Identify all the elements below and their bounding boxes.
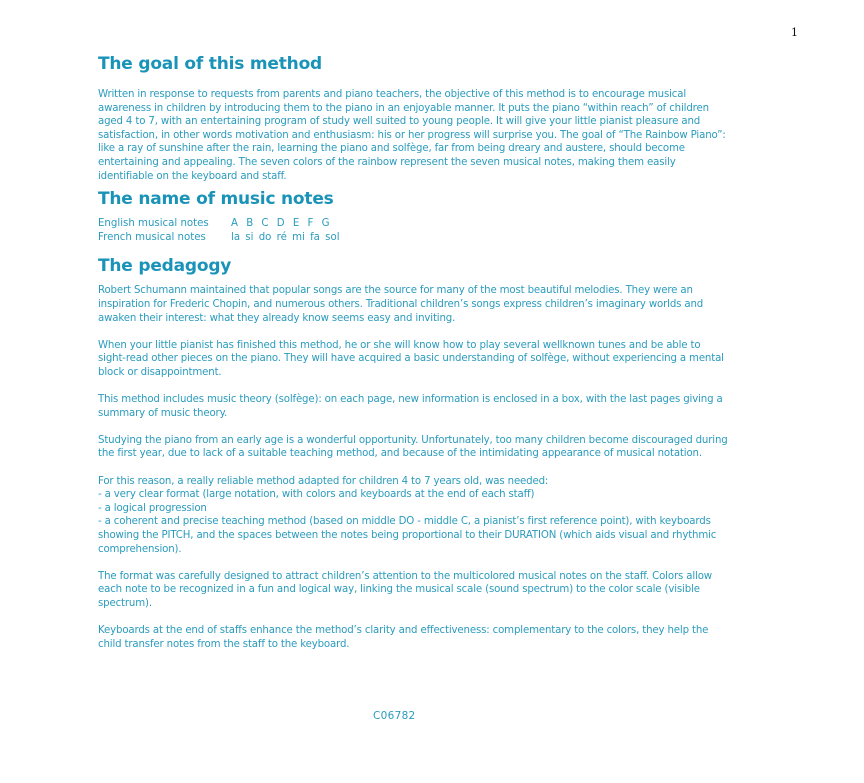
- french-notes-row: [98, 231, 728, 245]
- requirements-item: - a coherent and precise teaching method (based on middle DO - middle C, a pianist’s first reference point), with keyboards showing the PITCH, and the spaces between the notes being proportional to their DURATION (which aids visual and rhythmic comprehension).: [98, 516, 717, 555]
- french-notes-label: French musical notes: [98, 231, 206, 243]
- english-notes-label: English musical notes: [98, 218, 209, 230]
- pedagogy-paragraph: When your little pianist has finished this method, he or she will know how to play several wellknown tunes and be able to sight-read other pieces on the piano. They will have acquired a basic understanding of solfège, without experiencing a mental block or disappointment.: [98, 339, 724, 378]
- pedagogy-paragraph: This method includes music theory (solfège): on each page, new information is enclosed in a box, with the last pages giving a summary of music theory.: [98, 394, 723, 419]
- requirements-intro: For this reason, a really reliable method adapted for children 4 to 7 years old, was needed:: [98, 475, 549, 487]
- section-title-note-names: The name of music notes: [98, 189, 334, 210]
- pedagogy-paragraph: Robert Schumann maintained that popular songs are the source for many of the most beautiful melodies. They were an inspiration for Frederic Chopin, and numerous others. Traditional children’s songs express children’s imaginary worlds and awaken their interest: what they already know seems easy and inviting.: [98, 285, 704, 324]
- requirements-list: [98, 475, 728, 557]
- requirements-item: - a very clear format (large notation, with colors and keyboards at the end of each staff): [98, 489, 535, 501]
- pedagogy-paragraph: The format was carefully designed to attract children’s attention to the multicolored musical notes on the staff. Colors allow each note to be recognized in a fun and logical way, linking the musical scale (sound spectrum) to the color scale (visible spectrum).: [98, 570, 712, 609]
- pedagogy-paragraph: Keyboards at the end of staffs enhance the method’s clarity and effectiveness: complementary to the colors, they help the child transfer notes from the staff to the keyboard.: [98, 625, 709, 650]
- note-names-table: [98, 217, 728, 244]
- pedagogy-paragraph: Studying the piano from an early age is a wonderful opportunity. Unfortunately, too many children become discouraged during the first year, due to lack of a suitable teaching method, and because of the intimidating appearance of musical notation.: [98, 434, 728, 460]
- section-title-pedagogy: The pedagogy: [98, 256, 232, 277]
- page-number: 1: [791, 26, 798, 39]
- requirements-item: - a logical progression: [98, 502, 207, 514]
- catalog-code: C06782: [373, 710, 416, 722]
- document-body: [98, 54, 728, 651]
- pedagogy-text: [98, 284, 728, 651]
- french-notes-values: la si do ré mi fa sol: [231, 231, 340, 243]
- english-notes-row: [98, 217, 728, 231]
- english-notes-values: A B C D E F G: [231, 218, 330, 230]
- section-title-goal: The goal of this method: [98, 54, 323, 74]
- goal-paragraph: Written in response to requests from parents and piano teachers, the objective of this method is to encourage musical awareness in children by introducing them to the piano in an enjoyable manner. It puts the piano “within reach” of children aged 4 to 7, with an entertaining program of study well suited to young people. It will give your little pianist pleasure and satisfaction, in other words motivation and enthusiasm: his or her progress will surprise you. The goal of “The Rainbow Piano”: like a ray of sunshine after the rain, learning the piano and solfège, far from being dreary and austere, should become entertaining and appealing. The seven colors of the rainbow represent the seven musical notes, making them easily identifiable on the keyboard and staff.: [98, 89, 726, 182]
